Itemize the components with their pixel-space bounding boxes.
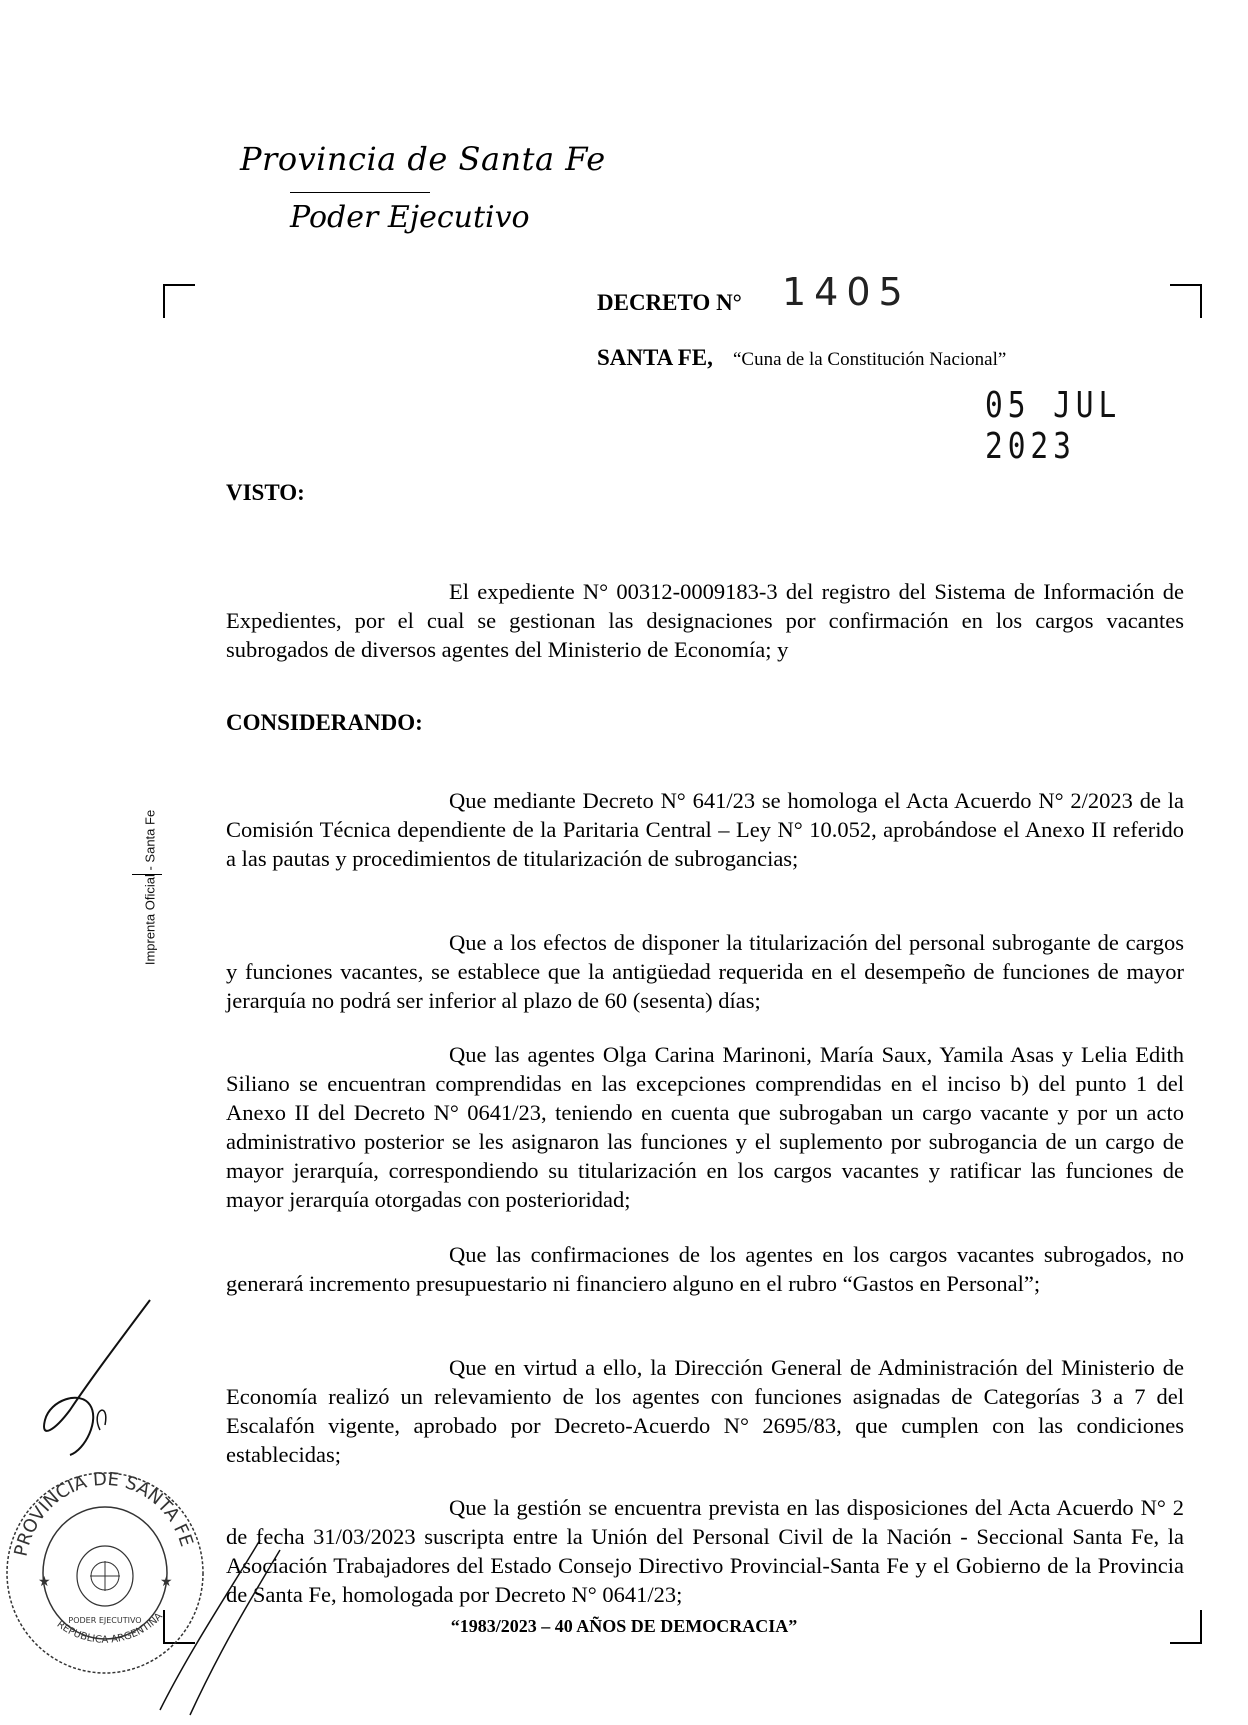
- official-seal: [0, 1448, 210, 1678]
- visto-title: VISTO:: [226, 480, 305, 505]
- svg-text:★: ★: [160, 1574, 173, 1590]
- margin-note: Imprenta Oficial - Santa Fe: [142, 809, 158, 966]
- margin-dash: [132, 874, 162, 875]
- considerando-title: CONSIDERANDO:: [226, 710, 423, 735]
- decree-label: DECRETO N°: [597, 290, 742, 315]
- visto-paragraph: El expediente N° 00312-0009183-3 del registro del Sistema de Información de Expedientes, por el cual se gestionan las designaciones por confirmación en los cargos vacantes subrogados de diversos agentes del Ministerio de Economía; y: [226, 579, 1184, 662]
- date-stamp: 05 JUL 2023: [985, 385, 1122, 467]
- considerando-paragraph-5: Que en virtud a ello, la Dirección General de Administración del Ministerio de Economía realizó un relevamiento de los agentes con funciones asignadas de Categorías 3 a 7 del Escalafón vigente, aprobado por Decreto-Acuerdo N° 2695/83, que cumplen con las condiciones establecidas;: [226, 1355, 1184, 1467]
- svg-text:PROVINCIA DE SANTA FE: [11, 1469, 197, 1559]
- considerando-paragraph-6: Que la gestión se encuentra prevista en las disposiciones del Acta Acuerdo N° 2 de fecha 31/03/2023 suscripta entre la Unión del Personal Civil de la Nación - Seccional Santa Fe, la Asociación Trabajadores del Estado Consejo Directivo Provincial-Santa Fe y el Gobierno de la Provincia de Santa Fe, homologada por Decreto N° 0641/23;: [226, 1495, 1184, 1607]
- decree-number: 1405: [782, 270, 911, 314]
- letterhead-province: Provincia de Santa Fe: [240, 140, 606, 178]
- place-city: SANTA FE,: [597, 345, 713, 370]
- place-motto: “Cuna de la Constitución Nacional”: [733, 349, 1007, 370]
- corner-mark-top-left: [163, 284, 195, 318]
- signature-mark: [30, 1290, 160, 1460]
- svg-text:★: ★: [38, 1574, 51, 1590]
- seal-text-inner: PODER EJECUTIVO: [68, 1616, 142, 1625]
- considerando-paragraph-2: Que a los efectos de disponer la titularización del personal subrogante de cargos y funciones vacantes, se establece que la antigüedad requerida en el desempeño de funciones de mayor jerarquía no podrá ser inferior al plazo de 60 (sesenta) días;: [226, 930, 1184, 1013]
- considerando-paragraph-4: Que las confirmaciones de los agentes en los cargos vacantes subrogados, no generará incremento presupuestario ni financiero alguno en el rubro “Gastos en Personal”;: [226, 1242, 1184, 1296]
- corner-mark-top-right: [1170, 284, 1202, 318]
- letterhead-power: Poder Ejecutivo: [290, 200, 530, 235]
- letterhead-divider: [290, 192, 430, 193]
- seal-text-bottom: REPUBLICA ARGENTINA: [54, 1610, 165, 1646]
- considerando-paragraph-1: Que mediante Decreto N° 641/23 se homologa el Acta Acuerdo N° 2/2023 de la Comisión Técnica dependiente de la Paritaria Central – Ley N° 10.052, aprobándose el Anexo II referido a las pautas y procedimientos de titularización de subrogancias;: [226, 788, 1184, 871]
- considerando-paragraph-3: Que las agentes Olga Carina Marinoni, María Saux, Yamila Asas y Lelia Edith Siliano se encuentran comprendidas en las excepciones comprendidas en el inciso b) del punto 1 del Anexo II del Decreto N° 0641/23, teniendo en cuenta que subrogaban un cargo vacante y por un acto administrativo posterior se les asignaron las funciones y el suplemento por subrogancia de un cargo de mayor jerarquía, correspondiendo su titularización en los cargos vacantes y ratificar las funciones de mayor jerarquía otorgadas con posterioridad;: [226, 1042, 1184, 1212]
- footer-motto: “1983/2023 – 40 AÑOS DE DEMOCRACIA”: [450, 1616, 798, 1636]
- seal-text-top: PROVINCIA DE SANTA FE: [10, 1468, 197, 1559]
